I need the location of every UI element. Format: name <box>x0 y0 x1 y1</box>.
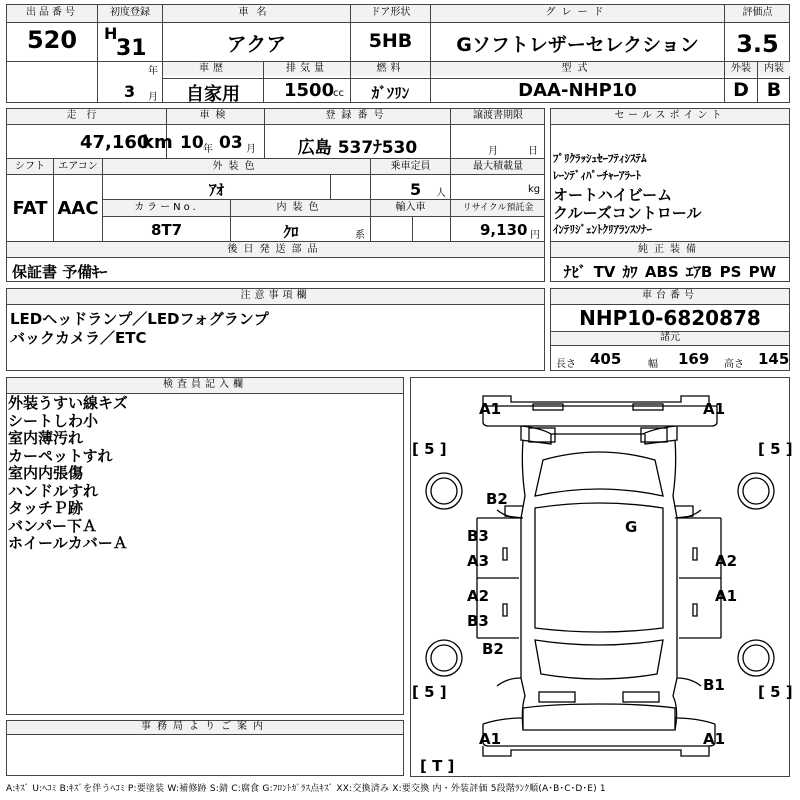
damage-rear-left: A1 <box>479 730 502 748</box>
car-name-label: 車名 <box>238 7 275 18</box>
shift-label: シフト <box>15 161 45 172</box>
aircon: AAC <box>57 198 99 219</box>
transfer-month-unit: 月 <box>488 146 498 157</box>
interior-grade-label: 内装 <box>758 62 790 76</box>
damage-legend: A:ｷｽﾞ U:ﾍｺﾐ B:ｷｽﾞを伴うﾍｺﾐ P:要塗装 W:補修跡 S:錆 C:腐食 G:ﾌﾛﾝﾄｶﾞﾗｽ点ｷｽﾞ XX:交換済み X:要交換 内・外装評価 5段階ﾗﾝｸ順(A･B･C･D･E) 1 <box>6 784 606 794</box>
interior-color-unit: 系 <box>355 230 365 241</box>
sales-point-1: ﾌﾟﾘｸﾗｯｼｭｾｰﾌﾃｨｼｽﾃﾑ <box>553 152 647 165</box>
transfer-deadline-label: 譲渡書期限 <box>473 110 523 121</box>
inspection-label: 車検 <box>199 110 232 121</box>
notes-label: 注意事項欄 <box>240 290 311 301</box>
damage-left-front-door-a: A3 <box>467 552 490 570</box>
inspector-note-8: バンパー下Ａ <box>8 516 97 535</box>
damage-left-front-door-b: B3 <box>467 527 489 545</box>
model: DAA-NHP10 <box>518 80 637 101</box>
damage-windshield: G <box>625 518 638 536</box>
transfer-day-unit: 日 <box>528 146 538 157</box>
damage-right-rear-fender: B1 <box>703 676 725 694</box>
door-type-label: ドア形状 <box>370 7 411 18</box>
damage-left-rear-fender: B2 <box>482 640 504 658</box>
first-registration-year: 31 <box>116 36 147 61</box>
tire-rear-left: [ 5 ] <box>412 683 447 701</box>
displacement-label: 排気量 <box>264 62 350 76</box>
exterior-color: ｱｵ <box>208 181 224 199</box>
first-registration-month: 3 <box>124 82 136 101</box>
length-label: 長さ <box>556 359 576 370</box>
recycle-label: リサイクル預託金 <box>462 203 534 213</box>
chassis-number-label: 車台番号 <box>642 290 698 301</box>
capacity-unit: 人 <box>436 188 446 199</box>
grade: Gソフトレザーセレクション <box>456 34 699 56</box>
inspection-year-unit: 年 <box>203 144 213 155</box>
plate-number: 広島 537ﾅ530 <box>297 138 418 158</box>
inspection-year: 10 <box>180 133 204 153</box>
chassis-number: NHP10-6820878 <box>579 306 761 330</box>
tire-front-right: [ 5 ] <box>758 440 793 458</box>
car-name: アクア <box>226 32 287 56</box>
damage-right-rear-door: A1 <box>715 587 738 605</box>
color-number: 8T7 <box>150 221 183 239</box>
sales-point-3: オートハイビーム <box>553 186 673 204</box>
inspector-note-5: 室内内張傷 <box>8 464 84 482</box>
tire-front-left: [ 5 ] <box>412 440 447 458</box>
score-label: 評価点 <box>742 7 773 18</box>
damage-left-rear-door-a: A2 <box>467 587 490 605</box>
sales-point-label: セールスポイント <box>614 110 726 121</box>
model-label: 型式 <box>431 62 724 76</box>
capacity: 5 <box>410 180 422 199</box>
history-label: 車歴 <box>163 62 263 76</box>
damage-right-front-door: A2 <box>715 552 738 570</box>
max-load-label: 最大積載量 <box>473 161 523 172</box>
inspector-note-1: 外装うすい線キズ <box>8 394 128 412</box>
recycle-unit: 円 <box>530 230 540 241</box>
color-number-label: カラーNo. <box>134 202 199 213</box>
inspector-note-9: ホイールカバーＡ <box>8 534 128 552</box>
shift: FAT <box>12 198 48 219</box>
height: 145 <box>758 350 790 368</box>
score: 3.5 <box>736 30 779 58</box>
lot-number: 520 <box>26 26 78 54</box>
dimensions-label: 諸元 <box>660 332 680 343</box>
door-type: 5HB <box>368 30 413 52</box>
exterior-grade-label: 外装 <box>725 62 757 76</box>
length: 405 <box>590 350 622 368</box>
max-load-unit: kg <box>528 184 541 195</box>
later-parts-label: 後日発送部品 <box>227 244 324 255</box>
interior-color-label: 内装色 <box>276 202 325 213</box>
exterior-color-label: 外装色 <box>212 161 261 172</box>
inspector-note-6: ハンドルすれ <box>8 481 99 500</box>
import-label: 輸入車 <box>395 202 426 213</box>
sales-point-2: ﾚｰﾝﾃﾞｨﾊﾟｰﾁｬｰｱﾗｰﾄ <box>553 169 641 182</box>
height-label: 高さ <box>724 359 744 370</box>
interior-color: ｸﾛ <box>283 223 299 241</box>
history: 自家用 <box>186 84 240 105</box>
inspection-month: 03 <box>219 133 243 153</box>
inspector-label: 検査員記入欄 <box>163 379 247 390</box>
genuine-equipment: ﾅﾋﾞ TV ｶﾜ ABS ｴｱB PS PW <box>563 263 777 281</box>
genuine-equipment-label: 純正装備 <box>638 244 702 255</box>
inspector-note-4: カーペットすれ <box>8 446 113 465</box>
mileage: 47,160 <box>80 132 150 153</box>
grade-label: グレード <box>545 7 610 18</box>
fuel-label: 燃料 <box>351 62 430 76</box>
mileage-unit: km <box>142 132 173 153</box>
car-outline-diagram <box>411 378 789 776</box>
damage-front-left: A1 <box>479 400 502 418</box>
damage-front-right: A1 <box>703 400 726 418</box>
exterior-grade: D <box>733 79 749 101</box>
inspector-note-3: 室内薄汚れ <box>8 429 84 447</box>
notes-line-2: バックカメラ／ETC <box>10 329 147 347</box>
later-parts: 保証書 予備ｷｰ <box>12 263 108 281</box>
spare-tire: [ T ] <box>420 757 455 775</box>
inspector-note-2: シートしわ小 <box>8 411 99 430</box>
displacement: 1500 <box>284 80 335 101</box>
damage-rear-right: A1 <box>703 730 726 748</box>
displacement-unit: cc <box>333 88 344 99</box>
notes-line-1: LEDヘッドランプ／LEDフォグランプ <box>10 310 269 328</box>
width: 169 <box>678 350 710 368</box>
office-notice-label: 事務局よりご案内 <box>141 721 269 732</box>
first-registration-month-unit: 月 <box>148 92 158 103</box>
width-label: 幅 <box>648 359 658 370</box>
first-registration-label: 初度登録 <box>110 7 150 18</box>
fuel: ｶﾞｿﾘﾝ <box>371 84 410 102</box>
inspection-month-unit: 月 <box>246 144 256 155</box>
aircon-label: エアコン <box>58 161 98 172</box>
plate-label: 登録番号 <box>325 110 390 121</box>
sales-point-4: クルーズコントロール <box>553 204 702 222</box>
sales-point-5: ｲﾝﾃﾘｼﾞｪﾝﾄｸﾘｱﾗﾝｽｿﾅｰ <box>553 223 652 236</box>
lot-number-label: 出品番号 <box>26 7 78 18</box>
first-registration-era: H <box>104 24 118 43</box>
damage-left-front-fender: B2 <box>486 490 508 508</box>
tire-rear-right: [ 5 ] <box>758 683 793 701</box>
first-registration-year-unit: 年 <box>148 66 158 77</box>
mileage-label: 走行 <box>66 110 107 121</box>
inspector-note-7: タッチＰ跡 <box>8 499 84 517</box>
interior-grade: B <box>766 79 782 101</box>
damage-left-rear-door-b: B3 <box>467 612 489 630</box>
recycle-fee: 9,130 <box>480 221 528 239</box>
damage-diagram <box>410 377 790 777</box>
capacity-label: 乗車定員 <box>390 161 431 172</box>
